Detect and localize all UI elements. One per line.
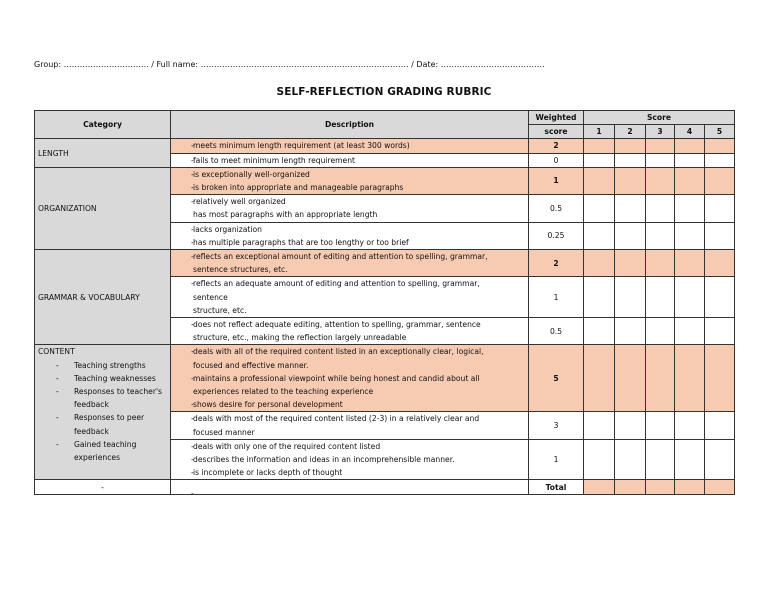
score-cell[interactable] bbox=[615, 153, 646, 167]
score-cell[interactable] bbox=[646, 345, 675, 412]
score-cell[interactable] bbox=[705, 195, 735, 222]
table-row bbox=[35, 139, 735, 153]
score-cell[interactable] bbox=[675, 153, 705, 167]
score-cell[interactable] bbox=[646, 412, 675, 439]
description-cell: - deals with all of the required content listed in an exceptionally clear, logical, focused and effective manner. - maintains a professional viewpoint while being honest and candid about all experiences related to the teaching experience - shows desire for personal development bbox=[171, 345, 529, 412]
content-item: feedback bbox=[74, 426, 109, 436]
weighted-score: 1 bbox=[529, 439, 584, 480]
score-cell[interactable] bbox=[705, 412, 735, 439]
weighted-score: 1 bbox=[529, 277, 584, 318]
weighted-header-line1: Weighted bbox=[529, 111, 584, 125]
total-label: Total bbox=[529, 480, 584, 495]
total-score-cell[interactable] bbox=[675, 480, 705, 495]
score-cell[interactable] bbox=[646, 250, 675, 277]
score-cell[interactable] bbox=[646, 439, 675, 480]
weighted-score: 1 bbox=[529, 167, 584, 194]
score-cell[interactable] bbox=[615, 222, 646, 249]
score-cell[interactable] bbox=[675, 439, 705, 480]
score-cell[interactable] bbox=[705, 318, 735, 345]
content-item: feedback bbox=[74, 400, 109, 410]
description-cell: - deals with most of the required content listed (2-3) in a relatively clear and focused manner bbox=[171, 412, 529, 439]
total-category-cell: - bbox=[35, 480, 171, 495]
score-cell[interactable] bbox=[675, 222, 705, 249]
content-item: - Responses to peer bbox=[56, 413, 145, 423]
weighted-score: 2 bbox=[529, 139, 584, 153]
score-cell[interactable] bbox=[584, 167, 615, 194]
score-cell[interactable] bbox=[615, 250, 646, 277]
score-cell[interactable] bbox=[705, 345, 735, 412]
table-row bbox=[35, 250, 735, 277]
description-header: Description bbox=[171, 111, 529, 139]
score-cell[interactable] bbox=[675, 277, 705, 318]
score-cell[interactable] bbox=[615, 277, 646, 318]
score-cell[interactable] bbox=[615, 412, 646, 439]
description-cell: - does not reflect adequate editing, attention to spelling, grammar, sentence structure, etc., making the reflection largely unreadable bbox=[171, 318, 529, 345]
weighted-score: 0.5 bbox=[529, 318, 584, 345]
category-length bbox=[35, 139, 171, 167]
page-title: SELF-REFLECTION GRADING RUBRIC bbox=[276, 86, 492, 98]
weighted-score: 0.5 bbox=[529, 195, 584, 222]
score-cell[interactable] bbox=[646, 139, 675, 153]
score-cell[interactable] bbox=[615, 195, 646, 222]
score-col-5: 5 bbox=[705, 125, 735, 139]
score-cell[interactable] bbox=[646, 222, 675, 249]
content-item: - Gained teaching bbox=[56, 439, 137, 449]
score-cell[interactable] bbox=[584, 195, 615, 222]
score-cell[interactable] bbox=[615, 318, 646, 345]
description-cell: - is exceptionally well-organized - is broken into appropriate and manageable paragraphs bbox=[171, 167, 529, 194]
form-header-line: Group: ………………………….. / Full name: …………………………………………………………………… / Date: ………………………………… bbox=[34, 60, 545, 69]
score-col-3: 3 bbox=[646, 125, 675, 139]
score-col-2: 2 bbox=[615, 125, 646, 139]
score-cell[interactable] bbox=[615, 167, 646, 194]
score-cell[interactable] bbox=[584, 345, 615, 412]
weighted-score: 5 bbox=[529, 345, 584, 412]
score-cell[interactable] bbox=[705, 153, 735, 167]
description-cell: - relatively well organized has most paragraphs with an appropriate length bbox=[171, 195, 529, 222]
score-cell[interactable] bbox=[705, 222, 735, 249]
content-item: - Responses to teacher's bbox=[56, 387, 163, 397]
score-header: Score bbox=[584, 111, 735, 125]
description-cell: - reflects an exceptional amount of editing and attention to spelling, grammar, sentence structures, etc. bbox=[171, 250, 529, 277]
weighted-score: 0.25 bbox=[529, 222, 584, 249]
score-cell[interactable] bbox=[646, 167, 675, 194]
score-cell[interactable] bbox=[675, 412, 705, 439]
content-item: - Teaching weaknesses bbox=[56, 373, 156, 383]
score-cell[interactable] bbox=[584, 439, 615, 480]
score-cell[interactable] bbox=[705, 139, 735, 153]
score-col-1: 1 bbox=[584, 125, 615, 139]
description-cell: - lacks organization - has multiple paragraphs that are too lengthy or too brief bbox=[171, 222, 529, 249]
score-cell[interactable] bbox=[646, 318, 675, 345]
score-cell[interactable] bbox=[675, 318, 705, 345]
score-cell[interactable] bbox=[646, 195, 675, 222]
score-cell[interactable] bbox=[584, 277, 615, 318]
score-cell[interactable] bbox=[615, 439, 646, 480]
weighted-header-line2: score bbox=[529, 125, 584, 139]
content-item: experiences bbox=[74, 453, 121, 463]
score-cell[interactable] bbox=[584, 139, 615, 153]
category-organization bbox=[35, 167, 171, 249]
score-cell[interactable] bbox=[705, 250, 735, 277]
description-cell: - reflects an adequate amount of editing and attention to spelling, grammar, sentence structure, etc. bbox=[171, 277, 529, 318]
description-cell: - deals with only one of the required content listed - describes the information and ideas in an incomprehensible manner. - is incomplete or lacks depth of thought bbox=[171, 439, 529, 480]
category-content bbox=[35, 345, 171, 480]
table-row bbox=[35, 345, 735, 412]
score-cell[interactable] bbox=[705, 277, 735, 318]
total-score-cell[interactable] bbox=[584, 480, 615, 495]
score-cell[interactable] bbox=[675, 195, 705, 222]
category-label: GRAMMAR & VOCABULARY bbox=[38, 292, 140, 302]
weighted-score: 3 bbox=[529, 412, 584, 439]
category-label: ORGANIZATION bbox=[38, 203, 97, 213]
description-cell: - meets minimum length requirement (at least 300 words) bbox=[171, 139, 529, 153]
table-row bbox=[35, 167, 735, 194]
total-description-cell: - bbox=[171, 480, 529, 495]
weighted-score: 0 bbox=[529, 153, 584, 167]
score-cell[interactable] bbox=[584, 153, 615, 167]
score-cell[interactable] bbox=[675, 345, 705, 412]
score-cell[interactable] bbox=[675, 167, 705, 194]
score-cell[interactable] bbox=[646, 277, 675, 318]
score-cell[interactable] bbox=[615, 345, 646, 412]
category-label: LENGTH bbox=[38, 148, 69, 158]
score-cell[interactable] bbox=[615, 139, 646, 153]
total-row bbox=[35, 480, 735, 495]
content-item: - Teaching strengths bbox=[56, 360, 146, 370]
total-score-cell[interactable] bbox=[646, 480, 675, 495]
score-cell[interactable] bbox=[705, 167, 735, 194]
score-cell[interactable] bbox=[675, 139, 705, 153]
category-grammar-vocabulary bbox=[35, 250, 171, 345]
category-header: Category bbox=[35, 111, 171, 139]
score-cell[interactable] bbox=[646, 153, 675, 167]
total-score-cell[interactable] bbox=[615, 480, 646, 495]
score-cell[interactable] bbox=[675, 250, 705, 277]
score-cell[interactable] bbox=[584, 250, 615, 277]
grading-rubric-table bbox=[34, 110, 735, 499]
category-label: CONTENT bbox=[38, 347, 75, 357]
score-col-4: 4 bbox=[675, 125, 705, 139]
score-cell[interactable] bbox=[584, 318, 615, 345]
score-cell[interactable] bbox=[584, 222, 615, 249]
description-cell: - fails to meet minimum length requirement bbox=[171, 153, 529, 167]
weighted-score: 2 bbox=[529, 250, 584, 277]
total-score-cell[interactable] bbox=[705, 480, 735, 495]
score-cell[interactable] bbox=[584, 412, 615, 439]
score-cell[interactable] bbox=[705, 439, 735, 480]
